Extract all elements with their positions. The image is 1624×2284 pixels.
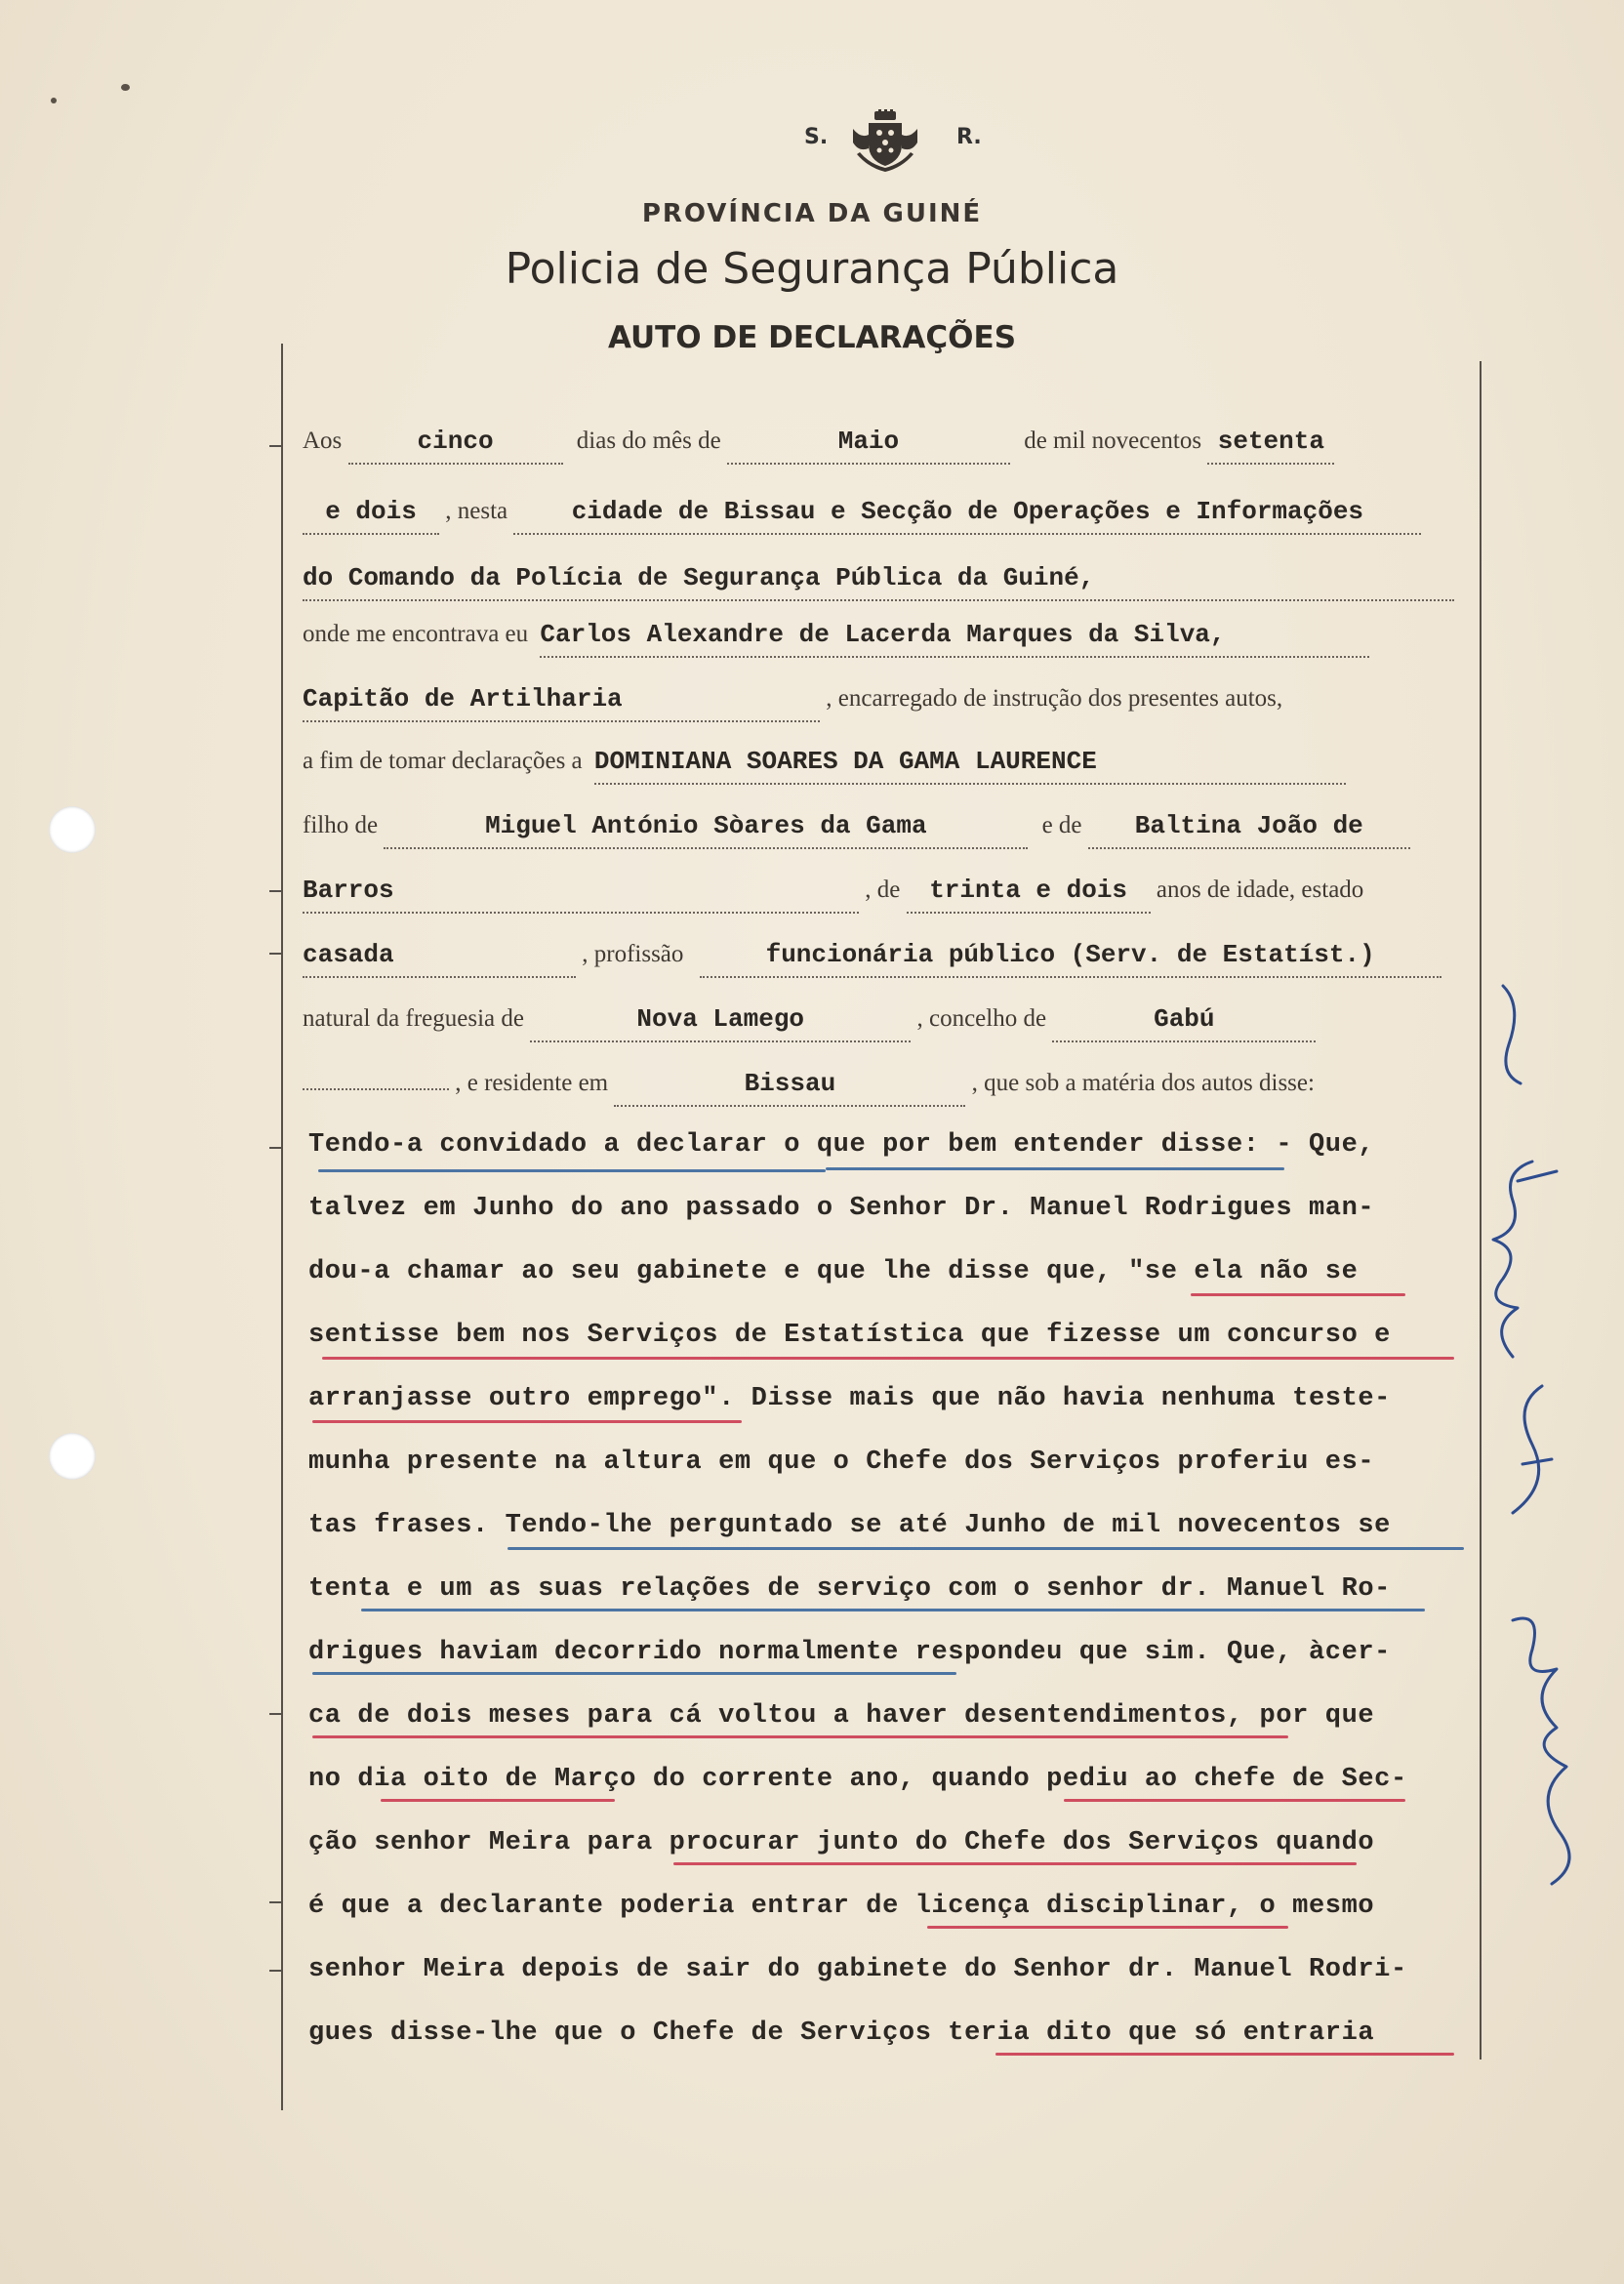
field-year1: setenta <box>1207 420 1334 465</box>
label-aos: Aos <box>303 428 343 454</box>
label-onde: onde me encontrava eu <box>303 621 529 647</box>
field-officer: Carlos Alexandre de Lacerda Marques da Silva, <box>540 613 1369 658</box>
margin-tick <box>269 953 281 955</box>
label-anos: anos de idade, estado <box>1156 877 1364 903</box>
pen-underline <box>381 1799 615 1802</box>
statement-line: ção senhor Meira para procurar junto do Chefe dos Serviços quando <box>308 1828 1375 1857</box>
form-line-natural <box>303 998 1464 1040</box>
field-profession: funcionária público (Serv. de Estatíst.) <box>700 933 1441 978</box>
statement-line: é que a declarante poderia entrar de licença disciplinar, o mesmo <box>308 1892 1375 1921</box>
field-county: Gabú <box>1052 998 1316 1042</box>
label-de: , de <box>865 877 901 903</box>
field-parish: Nova Lamego <box>530 998 911 1042</box>
label-residente: , e residente em <box>455 1070 609 1096</box>
field-father: Miguel António Sòares da Gama <box>384 804 1028 849</box>
pen-underline <box>995 2053 1454 2056</box>
label-profissao: , profissão <box>582 941 684 967</box>
field-mother2: Barros <box>303 869 859 914</box>
document-title: AUTO DE DECLARAÇÕES <box>607 320 1017 355</box>
form-line-place2 <box>303 556 1464 599</box>
statement-line: drigues haviam decorrido normalmente respondeu que sim. Que, àcer- <box>308 1638 1391 1667</box>
punch-hole <box>49 806 96 853</box>
pen-underline <box>312 1672 956 1675</box>
pen-underline <box>1191 1293 1405 1296</box>
field-age: trinta e dois <box>907 869 1151 914</box>
form-line-officer <box>303 613 1464 656</box>
pen-underline <box>322 1357 1454 1360</box>
form-line-age <box>303 869 1464 912</box>
label-de-mil: de mil novecentos <box>1024 428 1202 454</box>
pen-underline <box>312 1420 742 1423</box>
form-line-declarant <box>303 740 1464 783</box>
pen-underline <box>312 1735 1288 1738</box>
statement-line: no dia oito de Março do corrente ano, quando pediu ao chefe de Sec- <box>308 1765 1407 1794</box>
punch-hole <box>49 1433 96 1480</box>
field-month: Maio <box>727 420 1010 465</box>
margin-tick <box>269 1713 281 1715</box>
label-ede: e de <box>1041 812 1082 838</box>
field-residence: Bissau <box>614 1062 965 1107</box>
statement-line: sentisse bem nos Serviços de Estatística que fizesse um concurso e <box>308 1321 1391 1350</box>
form-line-rank <box>303 677 1464 720</box>
statement-line: munha presente na altura em que o Chefe dos Serviços proferiu es- <box>308 1448 1375 1477</box>
field-day: cinco <box>348 420 563 465</box>
statement-line: gues disse-lhe que o Chefe de Serviços teria dito que só entraria <box>308 2019 1375 2048</box>
label-filho: filho de <box>303 812 379 838</box>
label-afim: a fim de tomar declarações a <box>303 748 583 774</box>
statement-line: tas frases. Tendo-lhe perguntado se até Junho de mil novecentos se <box>308 1511 1391 1540</box>
pen-underline <box>361 1609 1425 1611</box>
statement-line: ca de dois meses para cá voltou a haver desentendimentos, por que <box>308 1701 1375 1731</box>
field-civil: casada <box>303 933 576 978</box>
label-encarregado: , encarregado de instrução dos presentes autos, <box>826 685 1283 712</box>
speck <box>51 98 57 103</box>
pen-underline <box>927 1926 1288 1929</box>
label-natural: natural da freguesia de <box>303 1005 524 1032</box>
speck <box>121 84 130 91</box>
margin-tick <box>269 1901 281 1903</box>
field-place2: do Comando da Polícia de Segurança Pública da Guiné, <box>303 556 1454 601</box>
form-line-place <box>303 490 1464 533</box>
pen-underline <box>508 1547 1464 1550</box>
field-declarant: DOMINIANA SOARES DA GAMA LAURENCE <box>594 740 1346 785</box>
field-place1: cidade de Bissau e Secção de Operações e Informações <box>513 490 1421 535</box>
statement-line: arranjasse outro emprego". Disse mais que não havia nenhuma teste- <box>308 1384 1391 1413</box>
margin-tick <box>269 445 281 447</box>
field-rank: Capitão de Artilharia <box>303 677 820 722</box>
handwritten-signature-icon <box>1464 976 1591 1933</box>
label-que: , que sob a matéria dos autos disse: <box>971 1070 1315 1096</box>
pen-underline <box>318 1169 826 1172</box>
field-year2: e dois <box>303 490 439 535</box>
form-line-profession <box>303 933 1464 976</box>
province-title: PROVÍNCIA DA GUINÉ <box>641 199 983 228</box>
left-margin-line <box>281 344 283 2110</box>
form-line-residence <box>303 1062 1464 1105</box>
field-blank <box>303 1088 449 1090</box>
field-mother1: Baltina João de <box>1088 804 1410 849</box>
label-dias: dias do mês de <box>576 428 721 454</box>
header-s: S. <box>804 125 829 149</box>
pen-underline <box>673 1862 1357 1865</box>
statement-line: dou-a chamar ao seu gabinete e que lhe disse que, "se ela não se <box>308 1257 1359 1286</box>
margin-tick <box>269 1147 281 1149</box>
agency-title: Policia de Segurança Pública <box>505 244 1119 294</box>
statement-line: talvez em Junho do ano passado o Senhor Dr. Manuel Rodrigues man- <box>308 1194 1375 1223</box>
statement-line: tenta e um as suas relações de serviço com o senhor dr. Manuel Ro- <box>308 1574 1391 1604</box>
label-nesta: , nesta <box>445 498 508 524</box>
label-concelho: , concelho de <box>916 1005 1047 1032</box>
statement-line: senhor Meira depois de sair do gabinete do Senhor dr. Manuel Rodri- <box>308 1955 1407 1984</box>
pen-underline <box>826 1167 1284 1170</box>
statement-line: Tendo-a convidado a declarar o que por bem entender disse: - Que, <box>308 1130 1375 1160</box>
margin-tick <box>269 890 281 892</box>
coat-of-arms-icon <box>849 109 921 178</box>
form-line-date <box>303 420 1464 463</box>
header-r: R. <box>956 125 982 149</box>
pen-underline <box>1064 1799 1405 1802</box>
form-line-parents <box>303 804 1464 847</box>
margin-tick <box>269 1970 281 1972</box>
